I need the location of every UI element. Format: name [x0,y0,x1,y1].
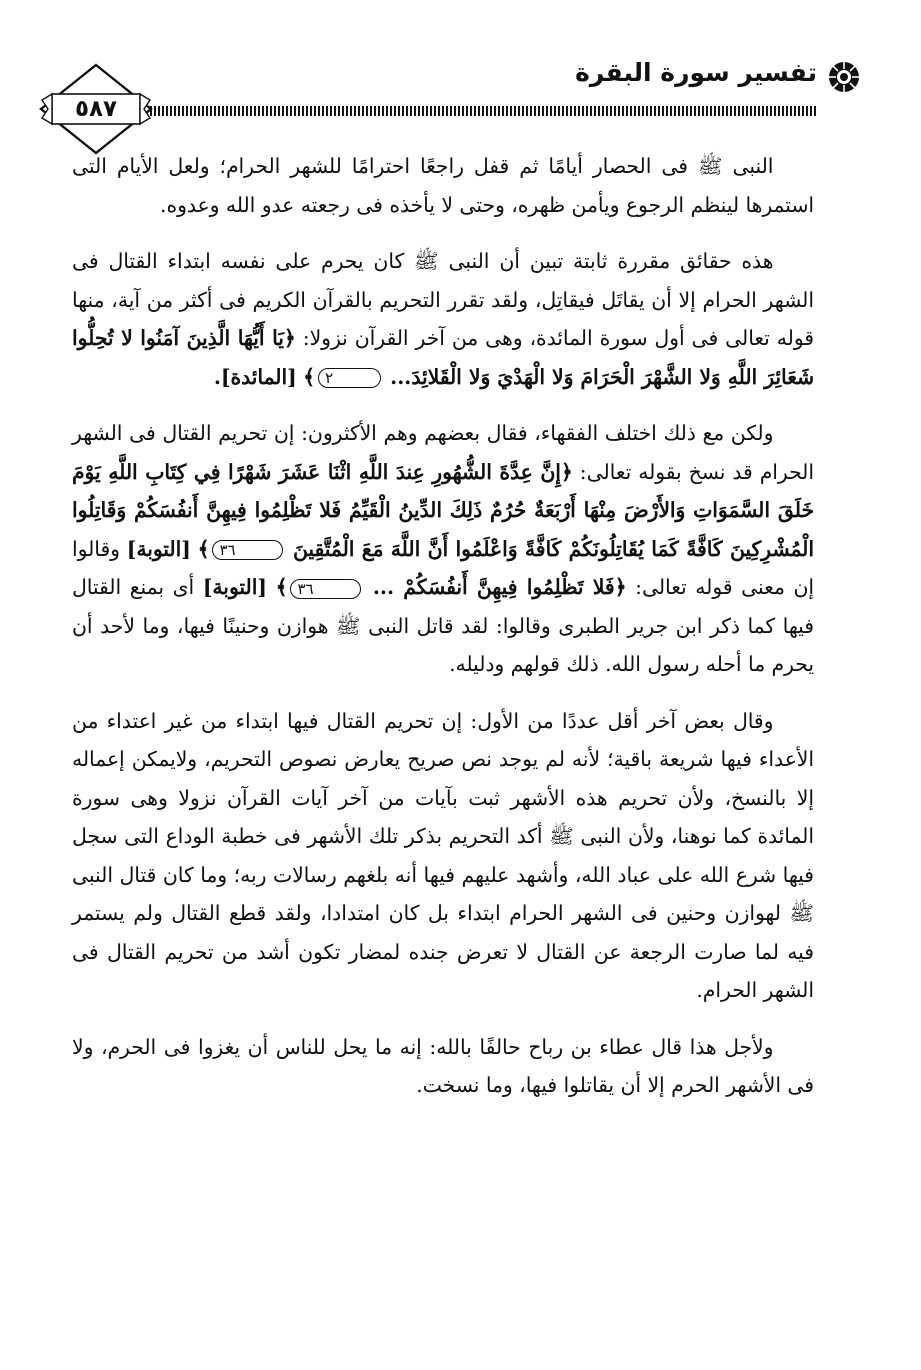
paragraph-2 [72,242,814,396]
paragraph-1: النبى ﷺ فى الحصار أيامًا ثم قفل راجعًا احترامًا للشهر الحرام؛ ولعل الأيام التى استمرها لينظم الرجوع ويأمن ظهره، وحتى لا يأخذه فى رجعته عدو الله وعدوه. [72,154,814,217]
page-number: ٥٨٧ [74,96,118,122]
page-header [0,0,921,170]
verse-close-bracket: ﴾ [197,536,210,561]
ayah-number-marker: ٢ [318,368,381,388]
paragraph-3 [72,414,814,684]
surah-reference: [التوبة] [126,536,191,561]
verse-close-bracket: ﴾ [303,364,316,389]
paragraph-3-rest: أى بمنع القتال فيها كما ذكر ابن جرير الطبرى وقالوا: لقد قاتل النبى ﷺ هوازن وحنينًا فيها، وما لأحد أن يحرم ما أحله رسول الله. ذلك قولهم ودليله. [72,575,814,676]
paragraph-3-intro: ولكن مع ذلك اختلف الفقهاء، فقال بعضهم وهم الأكثرون: إن تحريم القتال فى الشهر الحرام قد نسخ بقوله تعالى: [72,421,814,484]
verse-close-bracket: ﴾ [275,575,288,599]
surah-reference: [التوبة] [202,575,267,599]
header-dotted-rule [134,106,818,116]
paragraph-5: ولأجل هذا قال عطاء بن رباح حالفًا بالله: إنه ما يحل للناس أن يغزوا فى الحرم، ولا فى الأشهر الحرم إلا أن يقاتلوا فيها، وما نسخت. [72,1034,814,1097]
page-body [72,147,814,1123]
quran-verse-excerpt: ﴿فَلا تَظْلِمُوا فِيهِنَّ أَنفُسَكُمْ ... [372,575,627,599]
quran-verse-tawbah-36: ﴿إِنَّ عِدَّةَ الشُّهُورِ عِندَ اللَّهِ اثْنَا عَشَرَ شَهْرًا فِي كِتَابِ اللَّهِ يَوْمَ خَلَقَ السَّمَوَاتِ وَالأَرْضَ مِنْهَا أَرْبَعَةٌ حُرُمٌ ذَلِكَ الدِّينُ الْقَيِّمُ فَلا تَظْلِمُوا فِيهِنَّ أَنفُسَكُمْ وَقَاتِلُوا الْمُشْرِكِينَ كَافَّةً كَمَا يُقَاتِلُونَكُمْ كَافَّةً وَاعْلَمُوا أَنَّ اللَّهَ مَعَ الْمُتَّقِينَ [72,459,814,561]
flower-ornament-icon [827,60,861,94]
ayah-number-marker: ٣٦ [212,540,283,560]
running-header-title: تفسير سورة البقرة [575,58,817,87]
paragraph-2-intro: هذه حقائق مقررة ثابتة تبين أن النبى ﷺ كان يحرم على نفسه ابتداء القتال فى الشهر الحرام إلا أن يقاتَل فيقاتِل، ولقد تقرر التحريم بالقرآن الكريم فى أكثر من آية، منها قوله تعالى فى أول سورة المائدة، وهى من آخر القرآن نزولا: [72,249,814,350]
ayah-number-marker: ٣٦ [290,579,361,599]
paragraph-4: وقال بعض آخر أقل عددًا من الأول: إن تحريم القتال فيها ابتداء من غير اعتداء من الأعداء فيها شريعة باقية؛ لأنه لم يوجد نص صريح يعارض نصوص التحريم، ولايمكن إعماله إلا بالنسخ، ولأن تحريم هذه الأشهر ثبت بآيات من آخر آيات القرآن نزولا وهى سورة المائدة كما نوهنا، ولأن النبى ﷺ أكد التحريم بذكر تلك الأشهر فى خطبة الوداع التى سجل فيها شرع الله على عباد الله، وأشهد عليهم فيها أنه بلغهم رسالات ربه؛ وما كان قتال النبى ﷺ لهوازن وحنين فى الشهر الحرام ابتداء بل كان امتدادا، ولقد قطع القتال ولم يستمر فيه لما صارت الرجعة عن القتال لا تعرض جنده لمضار تكون أشد من تحريم القتال فى الشهر الحرام. [72,708,814,1002]
quran-verse-maidah: ﴿يَا أَيُّهَا الَّذِينَ آمَنُوا لا تُحِلُّوا شَعَائِرَ اللَّهِ وَلا الشَّهْرَ الْحَرَامَ وَلا الْهَدْيَ وَلا الْقَلائِدَ... [72,326,814,389]
paragraph-3-middle: وقالوا إن معنى قوله تعالى: [72,536,814,599]
surah-reference: [المائدة]. [213,364,297,389]
